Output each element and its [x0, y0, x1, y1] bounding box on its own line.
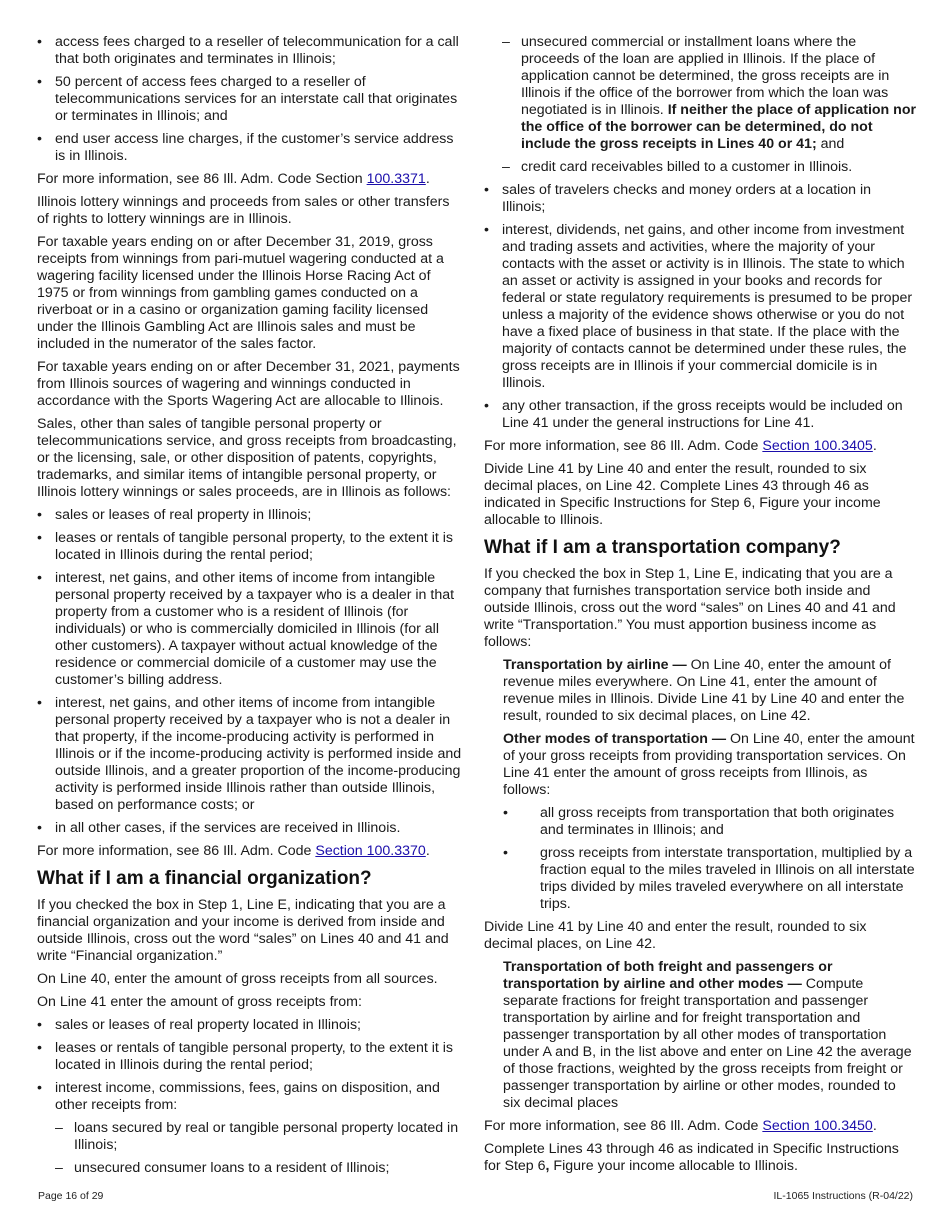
right-column: [484, 34, 916, 1181]
list-item: • in all other cases, if the services are received in Illinois.: [37, 820, 465, 837]
list-item: • interest income, commissions, fees, gains on disposition, and other receipts from:: [37, 1080, 465, 1114]
paragraph: Sales, other than sales of tangible personal property or telecommunications service, and gross receipts from broadcasting, or the licensing, sale, or other disposition of patents, copyrights, trademarks, and similar items of intangible personal property, or Illinois lottery winnings or sales proceeds, are in Illinois as follows:: [37, 416, 457, 500]
link-100-3371[interactable]: 100.3371: [366, 171, 426, 187]
link-section-100-3450[interactable]: Section 100.3450: [762, 1118, 873, 1134]
loans-dash-list: [484, 34, 916, 176]
telecom-bullets: [37, 34, 465, 165]
more-info-paragraph: For more information, see 86 Ill. Adm. Code Section 100.3370.: [37, 843, 430, 859]
page-number: Page 16 of 29: [38, 1190, 104, 1202]
left-column: [37, 34, 465, 1183]
paragraph: For taxable years ending on or after December 31, 2019, gross receipts from winnings from pari-mutuel wagering conducted at a wagering facility licensed under the Illinois Horse Racing Act of 1975 or from winnings from gambling games conducted on a riverboat or in a casino or organization gaming facility licensed under the Illinois Gambling Act are Illinois sales and must be included in the numerator of the sales factor.: [37, 234, 444, 352]
list-item: – loans secured by real or tangible personal property located in Illinois;: [55, 1120, 465, 1154]
list-item: • sales or leases of real property in Illinois;: [37, 507, 465, 524]
heading-financial-organization: What if I am a financial organization?: [37, 868, 372, 889]
list-item: • interest, net gains, and other items of income from intangible personal property received by a taxpayer who is a dealer in that property from a customer who is a resident of Illinois (for individuals) or who is commercially domiciled in Illinois (for all other customers). A taxpayer without actual knowledge of the residence or commercial domicile of a customer may use the customer’s billing address.: [37, 570, 465, 689]
other-modes-paragraph: Other modes of transportation — On Line 40, enter the amount of your gross receipts from providing transportation services. On Line 41 enter the amount of gross receipts from Illinois, as follows:: [503, 731, 915, 798]
list-item: – unsecured commercial or installment loans where the proceeds of the loan are applied in Illinois. If the place of application cannot be determined, the gross receipts are in Illinois if the office of the borrower from which the loan was negotiated is in Illinois. If neither the place of application nor the office of the borrower can be determined, do not include the gross receipts in Lines 40 or 41; and: [502, 34, 916, 153]
paragraph: Divide Line 41 by Line 40 and enter the result, rounded to six decimal places, on Line 42.: [484, 919, 867, 952]
paragraph: For taxable years ending on or after December 31, 2021, payments from Illinois sources of wagering and winnings conducted in accordance with the Sports Wagering Act are allocable to Illinois.: [37, 359, 460, 409]
list-item: • all gross receipts from transportation that both originates and terminates in Illinois; and: [503, 805, 916, 839]
list-item: • end user access line charges, if the customer’s service address is in Illinois.: [37, 131, 465, 165]
transport-bullets: [484, 805, 916, 913]
more-info-paragraph: For more information, see 86 Ill. Adm. Code Section 100.3371.: [37, 171, 430, 187]
list-item: • sales of travelers checks and money orders at a location in Illinois;: [484, 182, 916, 216]
list-item: – unsecured consumer loans to a resident of Illinois;: [55, 1160, 465, 1177]
link-section-100-3370[interactable]: Section 100.3370: [315, 843, 426, 859]
receipts-dash-list: [37, 1120, 465, 1177]
paragraph: Divide Line 41 by Line 40 and enter the result, rounded to six decimal places, on Line 42. Complete Lines 43 through 46 as indicated in Specific Instructions for Step 6, Figure your income allocable to Illinois.: [484, 461, 881, 528]
airline-paragraph: Transportation by airline — On Line 40, enter the amount of revenue miles everywhere. On Line 41, enter the amount of revenue miles in Illinois. Divide Line 41 by Line 40 and enter the result, rounded to six decimal places, on Line 42.: [503, 657, 905, 724]
paragraph: If you checked the box in Step 1, Line E, indicating that you are a financial organization and your income is derived from inside and outside Illinois, cross out the word “sales” on Lines 40 and 41 and write “Financial organization.”: [37, 897, 449, 964]
list-item: • 50 percent of access fees charged to a reseller of telecommunications services for an interstate call that originates or terminates in Illinois; and: [37, 74, 465, 125]
form-identifier: IL-1065 Instructions (R-04/22): [773, 1190, 913, 1202]
paragraph: Illinois lottery winnings and proceeds from sales or other transfers of rights to lottery winnings are in Illinois.: [37, 194, 450, 227]
paragraph: On Line 40, enter the amount of gross receipts from all sources.: [37, 971, 438, 987]
list-item: • access fees charged to a reseller of telecommunication for a call that both originates and terminates in Illinois;: [37, 34, 465, 68]
paragraph: On Line 41 enter the amount of gross receipts from:: [37, 994, 362, 1010]
list-item: • any other transaction, if the gross receipts would be included on Line 41 under the general instructions for Line 41.: [484, 398, 916, 432]
heading-transportation-company: What if I am a transportation company?: [484, 537, 841, 558]
list-item: • interest, net gains, and other items of income from intangible personal property received by a taxpayer who is not a dealer in that property, if the income-producing activity is performed in Illinois or if the income-producing activity is performed inside and outside Illinois, and a greater proportion of the income-producing activity is performed inside Illinois rather than outside Illinois, based on performance costs; or: [37, 695, 465, 814]
list-item: • sales or leases of real property located in Illinois;: [37, 1017, 465, 1034]
list-item: • interest, dividends, net gains, and other income from investment and trading assets and activities, where the majority of your contacts with the asset or activity is in Illinois. The state to which an asset or activity is assigned in your books and records for federal or state regulatory requirements is presumed to be proper unless a majority of the evidence shows otherwise or you do not have a fixed place of business in that state. If the place with the majority of contacts cannot be determined under these rules, the gross receipts are in Illinois if your commercial domicile is in Illinois.: [484, 222, 916, 392]
other-receipts-bullets: [484, 182, 916, 432]
financial-bullets: [37, 1017, 465, 1114]
list-item: – credit card receivables billed to a customer in Illinois.: [502, 159, 916, 176]
list-item: • gross receipts from interstate transportation, multiplied by a fraction equal to the miles traveled in Illinois on all interstate trips divided by miles traveled everywhere on all interstate trips.: [503, 845, 916, 913]
more-info-paragraph: For more information, see 86 Ill. Adm. Code Section 100.3405.: [484, 438, 877, 454]
paragraph: Complete Lines 43 through 46 as indicated in Specific Instructions for Step 6, Figure your income allocable to Illinois.: [484, 1141, 899, 1174]
list-item: • leases or rentals of tangible personal property, to the extent it is located in Illinois during the rental period;: [37, 1040, 465, 1074]
freight-passenger-paragraph: Transportation of both freight and passengers or transportation by airline and other modes — Compute separate fractions for freight transportation and passenger transportation by airline and for freight transportation and passenger transportation by all other modes of transportation under A and B, in the list above and enter on Line 42 the average of those fractions, weighted by the gross receipts from freight or passenger transportation by airline or other modes, rounded to six decimal places: [503, 959, 912, 1111]
list-item: • leases or rentals of tangible personal property, to the extent it is located in Illinois during the rental period;: [37, 530, 465, 564]
paragraph: If you checked the box in Step 1, Line E, indicating that you are a company that furnishes transportation service both inside and outside Illinois, cross out the word “sales” on Lines 40 and 41 and write “Transportation.” You must apportion business income as follows:: [484, 566, 896, 650]
link-section-100-3405[interactable]: Section 100.3405: [762, 438, 873, 454]
more-info-paragraph: For more information, see 86 Ill. Adm. Code Section 100.3450.: [484, 1118, 877, 1134]
sales-bullets: [37, 507, 465, 837]
